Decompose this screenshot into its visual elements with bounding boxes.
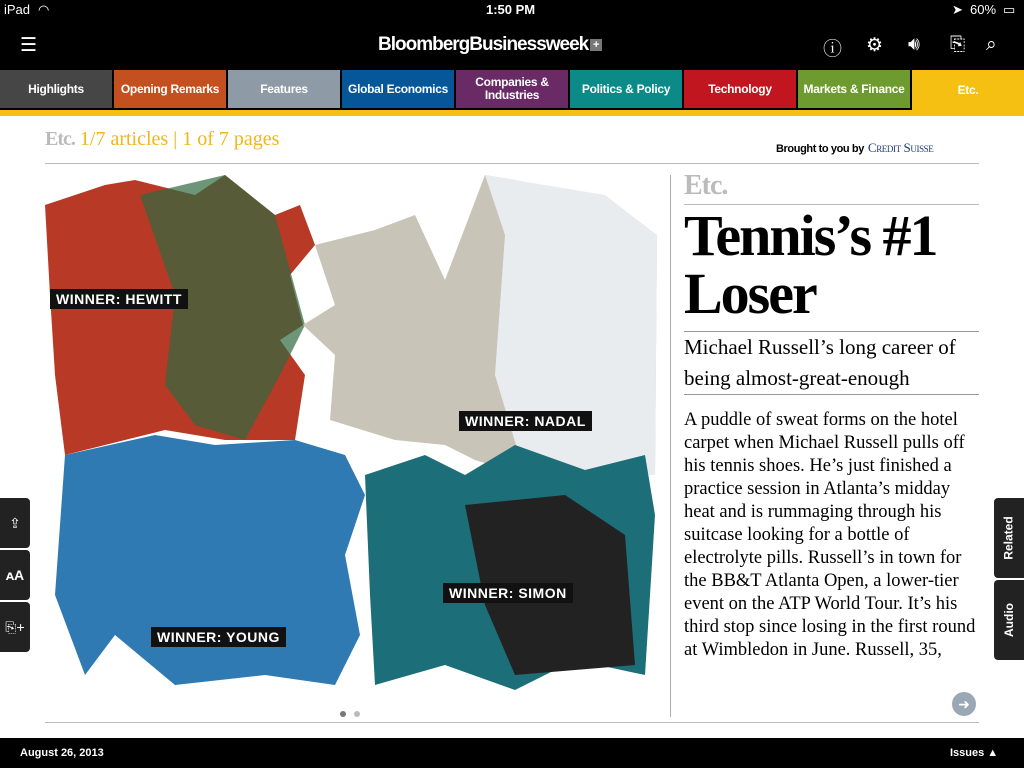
info-icon[interactable]: ⓘ [823, 39, 843, 60]
article-body: A puddle of sweat forms on the hotel carpet when Michael Russell pulls off his tennis shoes. He’s just finished a practice session in Atlanta’s midday heat and is rummaging through his suitcase looking for a bottle of electrolyte pills. Russell’s in town for the BB&T Atlanta Open, a lower-tier event on the ATP World Tour. It’s his third stop since losing in the first round at Wimbledon in June. Russell, 35, [684, 410, 976, 660]
clip-add-button[interactable] [0, 602, 30, 652]
clock: 1:50 PM [486, 2, 536, 17]
caption-nadal: WINNER: NADAL [459, 411, 592, 431]
issues-button[interactable]: Issues ▲ [950, 747, 999, 759]
caption-simon: WINNER: SIMON [443, 583, 573, 603]
audio-tab[interactable]: Audio [994, 580, 1024, 660]
divider [45, 163, 979, 164]
caption-young: WINNER: YOUNG [151, 627, 286, 647]
gear-icon[interactable]: ⚙ [866, 35, 884, 56]
font-size-icon: ᴀA [5, 567, 25, 583]
nav-tab-etc[interactable]: Etc. [912, 70, 1024, 110]
arrow-right-icon: ➜ [958, 696, 970, 712]
related-tab[interactable]: Related [994, 498, 1024, 578]
share-button[interactable] [0, 498, 30, 548]
menu-list-icon[interactable]: ☰ [20, 35, 38, 56]
wifi-icon: ◠ [38, 2, 50, 17]
article-title: Tennis’s #1 Loser [684, 207, 979, 332]
issue-date: August 26, 2013 [20, 747, 104, 759]
page-indicator[interactable] [340, 704, 368, 722]
top-bar [0, 20, 1024, 70]
logo: BloombergBusinessweek + [378, 34, 602, 56]
breadcrumb: Etc. 1/7 articles | 1 of 7 pages [45, 128, 280, 150]
share-icon: ⇪ [9, 514, 21, 531]
clip-add-icon: ⎘+ [5, 618, 25, 635]
nav-tab-companies-industries[interactable]: Companies & Industries [456, 70, 570, 110]
nav-tab-politics-policy[interactable]: Politics & Policy [570, 70, 684, 110]
nav-tab-markets-finance[interactable]: Markets & Finance [798, 70, 912, 110]
divider [45, 722, 979, 723]
next-page-button[interactable] [952, 692, 976, 716]
article [684, 170, 979, 662]
status-bar [0, 0, 1024, 20]
search-icon[interactable]: ⌕ [986, 34, 997, 55]
nav-tab-opening-remarks[interactable]: Opening Remarks [114, 70, 228, 110]
nav-tab-technology[interactable]: Technology [684, 70, 798, 110]
caption-hewitt: WINNER: HEWITT [50, 289, 188, 309]
font-size-button[interactable] [0, 550, 30, 600]
nav-tab-highlights[interactable]: Highlights [0, 70, 114, 110]
battery-icon: ▭ [1003, 2, 1016, 17]
battery-level: 60% [970, 2, 997, 17]
audio-icon[interactable]: 🔊︎ [908, 34, 920, 55]
device-name: iPad [4, 2, 31, 17]
nav-tab-features[interactable]: Features [228, 70, 342, 110]
article-kicker: Etc. [684, 170, 979, 205]
sponsor: Brought to you by Credit Suisse [776, 140, 934, 155]
section-nav [0, 70, 1024, 116]
photo-collage[interactable] [45, 175, 660, 695]
location-icon: ➤ [952, 2, 963, 17]
article-dek: Michael Russell’s long career of being almost-great-enough [684, 332, 979, 395]
collage-image [45, 175, 660, 695]
nav-tab-global-economics[interactable]: Global Economics [342, 70, 456, 110]
paperclip-icon[interactable]: ⎘ [950, 34, 966, 55]
footer-bar [0, 738, 1024, 768]
column-divider [670, 175, 671, 717]
